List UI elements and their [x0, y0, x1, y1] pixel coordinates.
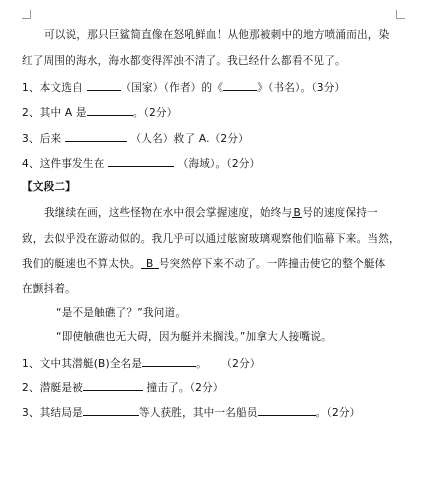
page-corner-mark-left: [22, 10, 31, 19]
question-2-1: 1、文中其潜艇(B)全名是 。 （2分）: [22, 355, 414, 371]
question-3: 3、后来 （人名）救了 A.（2分）: [22, 130, 414, 146]
passage2-line1: 我继续在画，这些怪物在水中很会掌握速度，始终与B号的速度保持一: [44, 207, 378, 219]
question-2: 2、其中 A 是 。（2分）: [22, 104, 414, 120]
passage2-line2: 致，去似乎没在游动似的。我几乎可以通过舷窗玻璃观察他们临幕下来。当然，: [22, 233, 400, 245]
answer-blank[interactable]: [258, 404, 316, 416]
question-2-2: 2、潜艇是被 撞击了。（2分）: [22, 379, 414, 395]
dialogue-line1: “是不是触礁了？”我问道。: [56, 307, 187, 319]
question-2-3: 3、其结局是 等人获胜，其中一名船员 。（2分）: [22, 404, 414, 420]
passage1-line1: 可以说，那只巨鲨简直像在怒吼鲜血！从他那被刺中的地方喷涌而出，染: [44, 29, 390, 41]
answer-blank[interactable]: [87, 104, 133, 116]
filled-blank: B: [293, 207, 301, 219]
page-corner-mark-right: [396, 10, 405, 19]
section-heading: 【文段二】: [22, 181, 76, 193]
filled-blank: B: [141, 257, 159, 269]
answer-blank[interactable]: [65, 130, 127, 142]
answer-blank[interactable]: [87, 79, 121, 91]
dialogue-line2: “即使触礁也无大碍，因为艇并未搁浅。”加拿大人接嘴说。: [56, 331, 332, 343]
answer-blank[interactable]: [223, 79, 257, 91]
question-1: 1、本文选自 （国家）（作者）的《 》（书名）。（3分）: [22, 79, 414, 95]
passage2-line4: 在颤抖着。: [22, 283, 76, 295]
question-4: 4、这件事发生在 （海域）。（2分）: [22, 155, 414, 171]
answer-blank[interactable]: [83, 404, 139, 416]
answer-blank[interactable]: [142, 355, 196, 367]
answer-blank[interactable]: [108, 155, 174, 167]
passage2-line3: 我们的艇速也不算太快。 B 号突然停下来不动了。一阵撞击使它的整个艇体: [22, 258, 386, 270]
passage1-line2: 红了周围的海水，海水都变得浑浊不清了。我已经什么都看不见了。: [22, 55, 346, 67]
answer-blank[interactable]: [83, 379, 143, 391]
